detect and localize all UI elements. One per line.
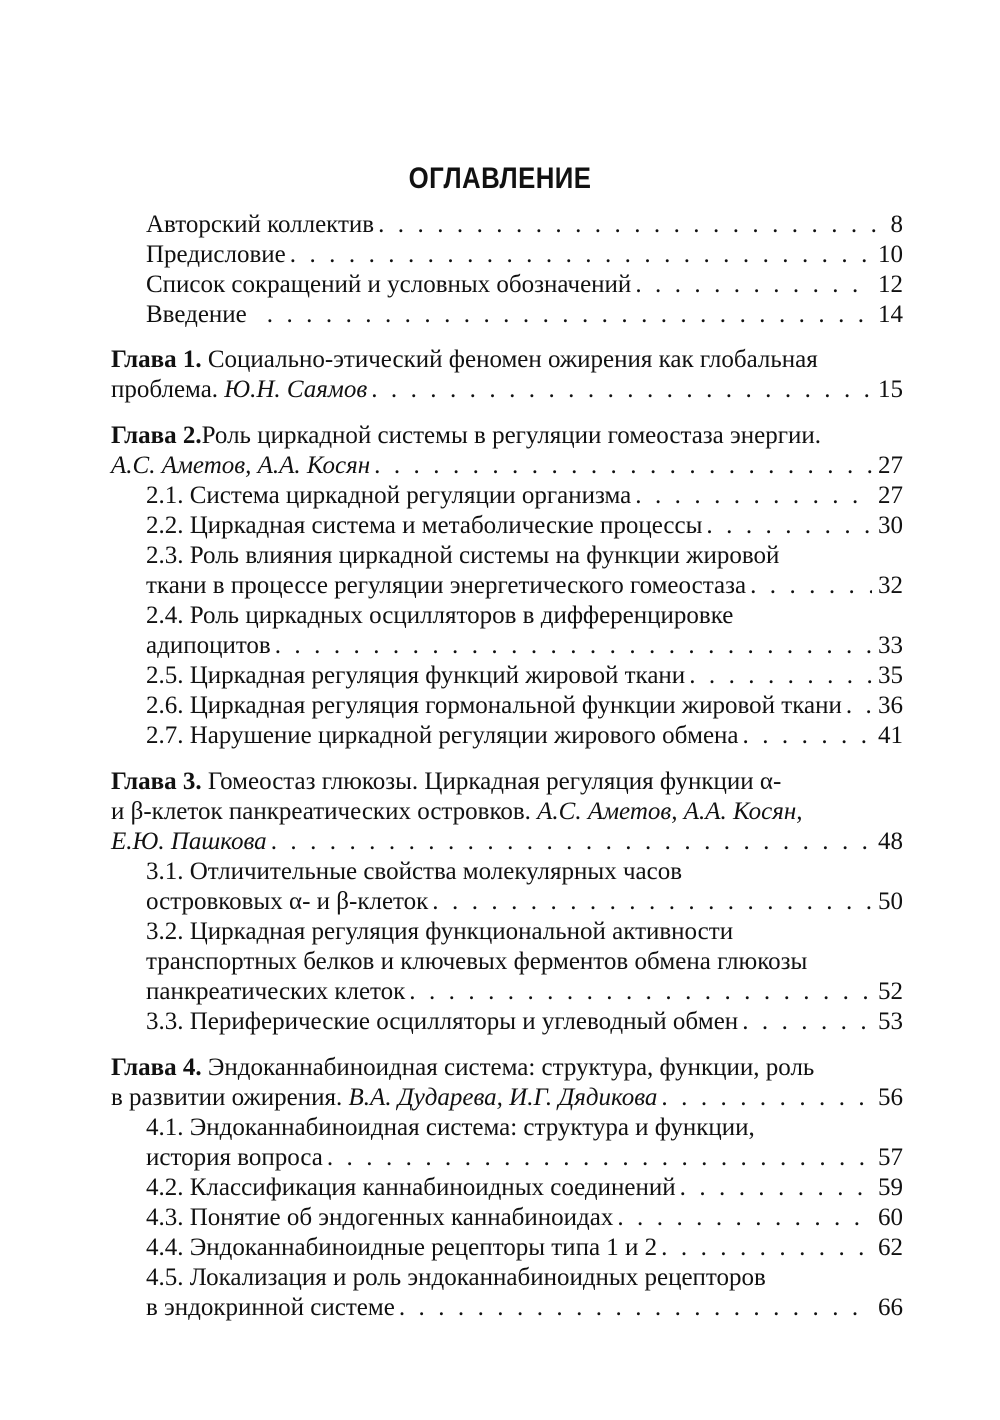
toc-entry-title: 3.1. Отличительные свойства молекулярных часов	[146, 858, 683, 885]
dot-leader	[742, 1007, 872, 1037]
toc-entry-2-1[interactable]	[146, 481, 903, 511]
toc-entry-3-2[interactable]	[146, 917, 903, 947]
chapter-title-cont	[111, 375, 367, 405]
toc-page-number: 33	[878, 632, 903, 659]
toc-entry-2-4-cont[interactable]	[146, 631, 903, 661]
toc-entry-4-3[interactable]	[146, 1203, 903, 1233]
dot-leader	[635, 270, 872, 300]
toc-entry-title: 2.2. Циркадная система и метаболические процессы	[146, 512, 703, 539]
toc-entry-title: 2.5. Циркадная регуляция функций жировой ткани	[146, 662, 686, 689]
toc-entry-4-1[interactable]	[146, 1113, 903, 1143]
toc-entry-4-5[interactable]	[146, 1263, 903, 1293]
toc-entry-3-1[interactable]	[146, 857, 903, 887]
toc-page-number: 10	[878, 241, 903, 268]
toc-page-number: 12	[878, 271, 903, 298]
chapter-4-line-2[interactable]	[111, 1083, 903, 1113]
toc-entry-title: Список сокращений и условных обозначений	[146, 271, 632, 298]
chapter-label: Глава 2.	[111, 422, 202, 449]
dot-leader	[378, 210, 884, 240]
toc-entry-2-7[interactable]	[146, 721, 903, 751]
dot-leader	[680, 1173, 872, 1203]
chapter-2-heading[interactable]	[111, 421, 903, 451]
dot-leader	[371, 375, 872, 405]
dot-leader	[267, 300, 872, 330]
toc-entry-2-3-cont[interactable]	[146, 571, 903, 601]
chapter-authors: Ю.Н. Саямов	[224, 376, 368, 403]
toc-entry-2-3[interactable]	[146, 541, 903, 571]
dot-leader	[661, 1083, 872, 1113]
toc-page-number: 57	[878, 1144, 903, 1171]
dot-leader	[706, 511, 872, 541]
toc-page-number: 48	[878, 828, 903, 855]
toc-entry-title: Авторский коллектив	[146, 211, 375, 238]
dot-leader	[617, 1203, 872, 1233]
chapter-title: Гомеостаз глюкозы. Циркадная регуляция функции α-	[201, 768, 782, 795]
toc-entry-4-4[interactable]	[146, 1233, 903, 1263]
chapter-authors: А.С. Аметов, А.А. Косян,	[537, 798, 803, 825]
toc-page-number: 27	[878, 482, 903, 509]
dot-leader	[409, 977, 872, 1007]
toc-page-number: 41	[878, 722, 903, 749]
chapter-4-heading[interactable]	[111, 1053, 903, 1083]
toc-entry-title-cont: островковых α- и β-клеток	[146, 888, 429, 915]
toc-page-number: 52	[878, 978, 903, 1005]
toc-page-number: 56	[878, 1084, 903, 1111]
toc-entry-4-2[interactable]	[146, 1173, 903, 1203]
toc-entry-3-2-cont-2[interactable]	[146, 977, 903, 1007]
dot-leader	[689, 661, 872, 691]
toc-entry-abbreviations[interactable]	[146, 270, 903, 300]
dot-leader	[846, 691, 872, 721]
chapter-title-cont: и β-клеток панкреатических островков.	[111, 798, 538, 825]
chapter-3-authors-line[interactable]	[111, 827, 903, 857]
toc-page-number: 35	[878, 662, 903, 689]
toc-entry-title-cont: транспортных белков и ключевых ферментов обмена глюкозы	[146, 948, 808, 975]
toc-entry-title: 2.4. Роль циркадных осцилляторов в дифференцировке	[146, 602, 734, 629]
dot-leader	[290, 240, 872, 270]
chapter-1-heading[interactable]	[111, 345, 903, 375]
toc-entry-title-cont: панкреатических клеток	[146, 978, 406, 1005]
chapter-title: Роль циркадной системы в регуляции гомеостаза энергии.	[201, 422, 821, 449]
dot-leader	[661, 1233, 872, 1263]
toc-entry-title: Предисловие	[146, 241, 286, 268]
toc-entry-2-2[interactable]	[146, 511, 903, 541]
dot-leader	[743, 721, 872, 751]
toc-page-number: 15	[878, 376, 903, 403]
chapter-title-text: проблема.	[111, 376, 225, 403]
toc-entry-title: 4.4. Эндоканнабиноидные рецепторы типа 1 и 2	[146, 1234, 658, 1261]
chapter-authors: А.С. Аметов, А.А. Косян	[111, 452, 371, 479]
dot-leader	[399, 1293, 872, 1323]
toc-entry-title: 4.5. Локализация и роль эндоканнабиноидных рецепторов	[146, 1264, 766, 1291]
toc-page-number: 27	[878, 452, 903, 479]
toc-page-number: 36	[878, 692, 903, 719]
toc-entry-3-3[interactable]	[146, 1007, 903, 1037]
toc-entry-title: 3.2. Циркадная регуляция функциональной активности	[146, 918, 734, 945]
toc-entry-authors[interactable]	[146, 210, 903, 240]
chapter-3-line-2[interactable]	[111, 797, 903, 827]
dot-leader	[432, 887, 872, 917]
chapter-label: Глава 1.	[111, 346, 202, 373]
toc-entry-3-1-cont[interactable]	[146, 887, 903, 917]
toc-entry-introduction[interactable]	[146, 300, 903, 330]
chapter-label: Глава 3.	[111, 768, 202, 795]
toc-page-number: 60	[878, 1204, 903, 1231]
toc-entry-title: 2.1. Система циркадной регуляции организма	[146, 482, 632, 509]
toc-entry-title: Введение	[146, 301, 247, 328]
toc-page-number: 8	[890, 211, 903, 238]
toc-entry-title: 4.2. Классификация каннабиноидных соединений	[146, 1174, 676, 1201]
toc-page-number: 14	[878, 301, 903, 328]
dot-leader	[327, 1143, 872, 1173]
toc-entry-title-cont: история вопроса	[146, 1144, 323, 1171]
toc-entry-title-cont: в эндокринной системе	[146, 1294, 395, 1321]
toc-entry-2-5[interactable]	[146, 661, 903, 691]
dot-leader	[750, 571, 872, 601]
chapter-label: Глава 4.	[111, 1054, 202, 1081]
chapter-title-text: в развитии ожирения.	[111, 1084, 349, 1111]
dot-leader	[374, 451, 872, 481]
chapter-authors-cont: Е.Ю. Пашкова	[111, 828, 267, 855]
page-title: ОГЛАВЛЕНИЕ	[408, 162, 592, 195]
dot-leader	[635, 481, 872, 511]
chapter-3-heading[interactable]	[111, 767, 903, 797]
toc-entry-title-cont: ткани в процессе регуляции энергетического гомеостаза	[146, 572, 747, 599]
toc-entry-preface[interactable]	[146, 240, 903, 270]
toc-entry-title: 4.3. Понятие об эндогенных каннабиноидах	[146, 1204, 614, 1231]
toc-page-number: 30	[878, 512, 903, 539]
chapter-2-authors-line[interactable]	[111, 451, 903, 481]
toc-entry-2-6[interactable]	[146, 691, 903, 721]
toc-entry-3-2-cont[interactable]	[146, 947, 903, 977]
chapter-1-line[interactable]	[111, 375, 903, 405]
toc-page-number: 32	[878, 572, 903, 599]
toc-page-number: 62	[878, 1234, 903, 1261]
toc-entry-4-1-cont[interactable]	[146, 1143, 903, 1173]
toc-entry-title: 4.1. Эндоканнабиноидная система: структура и функции,	[146, 1114, 755, 1141]
toc-entry-2-4[interactable]	[146, 601, 903, 631]
chapter-title-cont	[111, 1083, 657, 1113]
toc-entry-title: 2.3. Роль влияния циркадной системы на функции жировой	[146, 542, 780, 569]
toc-entry-title: 2.6. Циркадная регуляция гормональной функции жировой ткани	[146, 692, 842, 719]
toc-entry-4-5-cont[interactable]	[146, 1293, 903, 1323]
toc-entry-title: 2.7. Нарушение циркадной регуляции жирового обмена	[146, 722, 739, 749]
dot-leader	[275, 631, 872, 661]
toc-page-number: 66	[878, 1294, 903, 1321]
toc-entry-title: 3.3. Периферические осцилляторы и углеводный обмен	[146, 1008, 739, 1035]
chapter-authors: В.А. Дударева, И.Г. Дядикова	[348, 1084, 658, 1111]
toc-page-number: 50	[878, 888, 903, 915]
toc-page-number: 59	[878, 1174, 903, 1201]
toc-entry-title-cont: адипоцитов	[146, 632, 271, 659]
chapter-title: Социально-этический феномен ожирения как глобальная	[201, 346, 818, 373]
toc-page-number: 53	[878, 1008, 903, 1035]
table-of-contents	[0, 210, 1000, 1323]
dot-leader	[271, 827, 872, 857]
chapter-title: Эндоканнабиноидная система: структура, функции, роль	[201, 1054, 815, 1081]
